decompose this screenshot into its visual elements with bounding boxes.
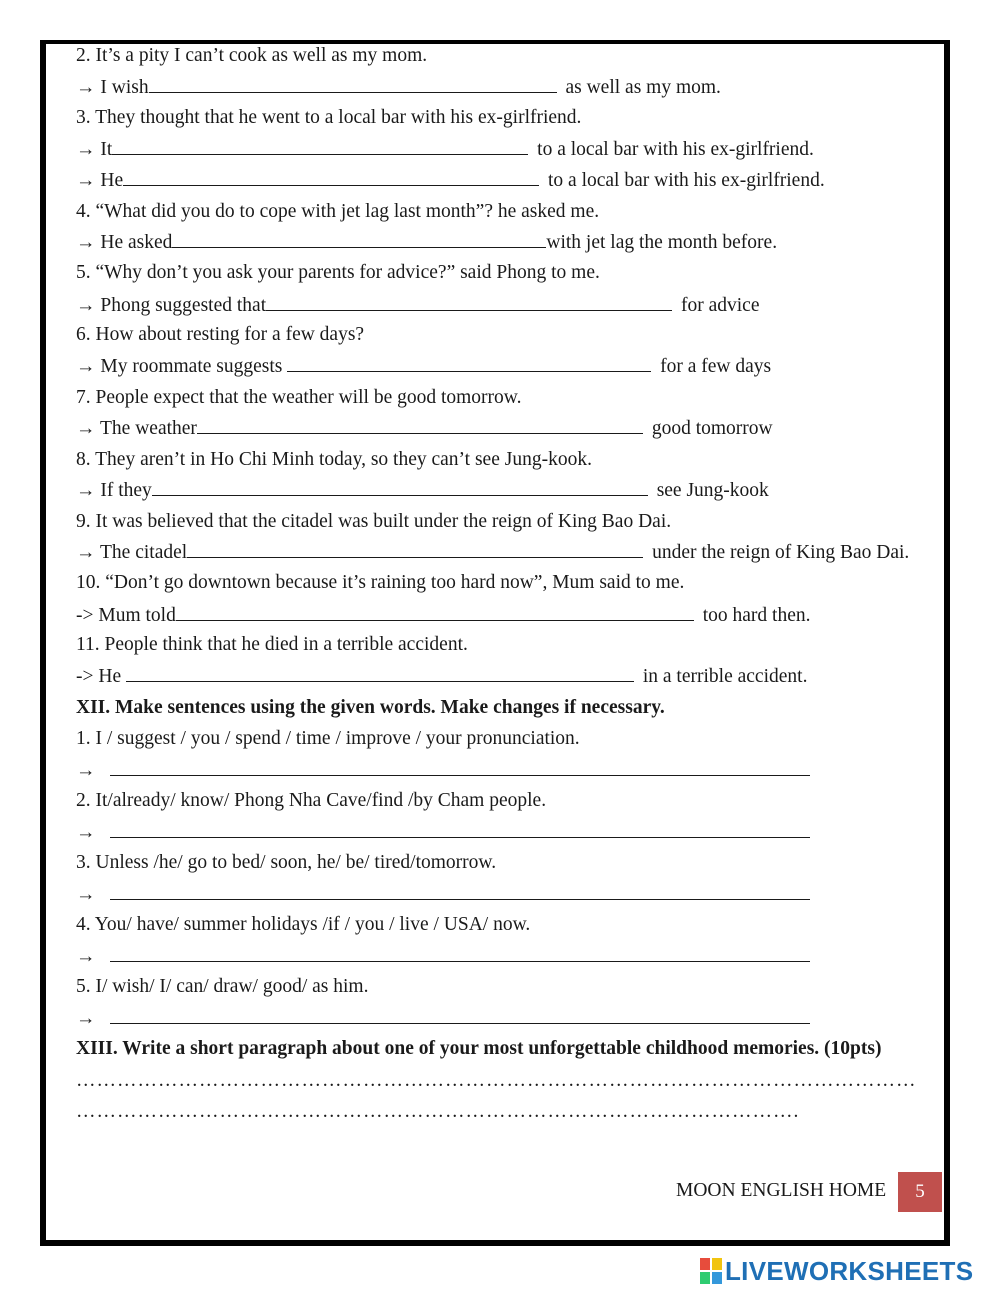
question-8: 8. They aren’t in Ho Chi Minh today, so they can’t see Jung-kook. (76, 449, 592, 470)
worksheet-page (40, 40, 950, 1246)
answer-end: for advice (681, 295, 760, 316)
answer-start: → My roommate suggests (76, 356, 283, 377)
publisher-name: MOON ENGLISH HOME (676, 1180, 887, 1201)
question-2: 2. It’s a pity I can’t cook as well as my mom. (76, 45, 428, 66)
question-5: 5. “Why don’t you ask your parents for advice?” said Phong to me. (76, 262, 600, 283)
xii-item-1: 1. I / suggest / you / spend / time / improve / your pronunciation. (76, 728, 580, 749)
question-3: 3. They thought that he went to a local bar with his ex-girlfriend. (76, 107, 582, 128)
answer-blank-8[interactable] (152, 478, 648, 496)
answer-start: → It (76, 139, 113, 160)
answer-end: see Jung-kook (656, 480, 769, 501)
question-11: 11. People think that he died in a terrible accident. (76, 634, 468, 655)
arrow-icon: → (76, 884, 96, 905)
arrow-icon: → (76, 822, 96, 843)
section-xiii-heading: XIII. Write a short paragraph about one of your most unforgettable childhood memories. (10pts) (76, 1038, 882, 1059)
answer-blank-11[interactable] (126, 664, 634, 682)
answer-end: too hard then. (702, 605, 811, 626)
answer-start: → Phong suggested that (76, 295, 267, 316)
liveworksheets-watermark (700, 1256, 973, 1286)
answer-line-8 (76, 478, 769, 503)
xii-answer-line-3 (76, 882, 814, 907)
question-9: 9. It was believed that the citadel was built under the reign of King Bao Dai. (76, 511, 672, 532)
answer-start: → The citadel (76, 542, 188, 563)
answer-start: → He (76, 170, 124, 191)
answer-line-3a (76, 137, 814, 162)
answer-start: -> He (76, 666, 122, 687)
answer-line-9 (76, 540, 909, 565)
answer-blank-3b[interactable] (123, 168, 539, 186)
answer-blank-5[interactable] (266, 293, 672, 311)
answer-start: -> Mum told (76, 605, 176, 626)
answer-start: → He asked (76, 232, 173, 253)
answer-end: for a few days (660, 356, 772, 377)
answer-line-11 (76, 664, 807, 689)
answer-line-6 (76, 354, 771, 379)
answer-start: → I wish (76, 77, 149, 98)
answer-blank-6[interactable] (287, 354, 651, 372)
answer-line-3b (76, 168, 825, 193)
xii-answer-blank-3[interactable] (110, 882, 810, 900)
xii-answer-blank-2[interactable] (110, 820, 810, 838)
xii-item-4: 4. You/ have/ summer holidays /if / you / live / USA/ now. (76, 914, 531, 935)
answer-end: to a local bar with his ex-girlfriend. (537, 139, 814, 160)
xii-answer-blank-5[interactable] (110, 1006, 810, 1024)
xii-answer-blank-1[interactable] (110, 758, 810, 776)
answer-line-10 (76, 603, 810, 628)
answer-line-7 (76, 416, 773, 441)
question-7: 7. People expect that the weather will be good tomorrow. (76, 387, 522, 408)
question-4: 4. “What did you do to cope with jet lag last month”? he asked me. (76, 201, 600, 222)
arrow-icon: → (76, 1008, 96, 1029)
answer-end: as well as my mom. (565, 77, 721, 98)
xii-answer-line-5 (76, 1006, 814, 1031)
answer-blank-10[interactable] (176, 603, 694, 621)
answer-blank-3a[interactable] (112, 137, 528, 155)
answer-line-5 (76, 293, 760, 318)
liveworksheets-brand-text: LIVEWORKSHEETS (725, 1256, 974, 1286)
answer-line-4 (76, 230, 777, 255)
answer-end: with jet lag the month before. (546, 232, 778, 253)
arrow-icon: → (76, 760, 96, 781)
answer-end: to a local bar with his ex-girlfriend. (548, 170, 825, 191)
xii-answer-blank-4[interactable] (110, 944, 810, 962)
xii-item-3: 3. Unless /he/ go to bed/ soon, he/ be/ tired/tomorrow. (76, 852, 497, 873)
answer-end: in a terrible accident. (642, 666, 808, 687)
answer-start: → If they (76, 480, 152, 501)
section-xii-heading: XII. Make sentences using the given words. Make changes if necessary. (76, 697, 665, 718)
xii-item-2: 2. It/already/ know/ Phong Nha Cave/find /by Cham people. (76, 790, 547, 811)
xii-answer-line-4 (76, 944, 814, 969)
question-6: 6. How about resting for a few days? (76, 324, 365, 345)
liveworksheets-logo-icon (700, 1258, 722, 1284)
answer-line-2 (76, 75, 721, 100)
answer-end: good tomorrow (651, 418, 773, 439)
arrow-icon: → (76, 946, 96, 967)
answer-blank-2[interactable] (149, 75, 557, 93)
answer-blank-9[interactable] (187, 540, 643, 558)
writing-line-1[interactable]: …………………………………………………………………………………………………………… (76, 1070, 917, 1091)
xii-answer-line-2 (76, 820, 814, 845)
question-10: 10. “Don’t go downtown because it’s raining too hard now”, Mum said to me. (76, 572, 685, 593)
page-number-badge: 5 (898, 1172, 942, 1212)
xii-item-5: 5. I/ wish/ I/ can/ draw/ good/ as him. (76, 976, 369, 997)
writing-line-2[interactable]: ……………………………………………………………………………………………. (76, 1101, 800, 1122)
answer-start: → The weather (76, 418, 197, 439)
answer-blank-4[interactable] (172, 230, 546, 248)
xii-answer-line-1 (76, 758, 814, 783)
answer-blank-7[interactable] (197, 416, 643, 434)
answer-end: under the reign of King Bao Dai. (652, 542, 910, 563)
